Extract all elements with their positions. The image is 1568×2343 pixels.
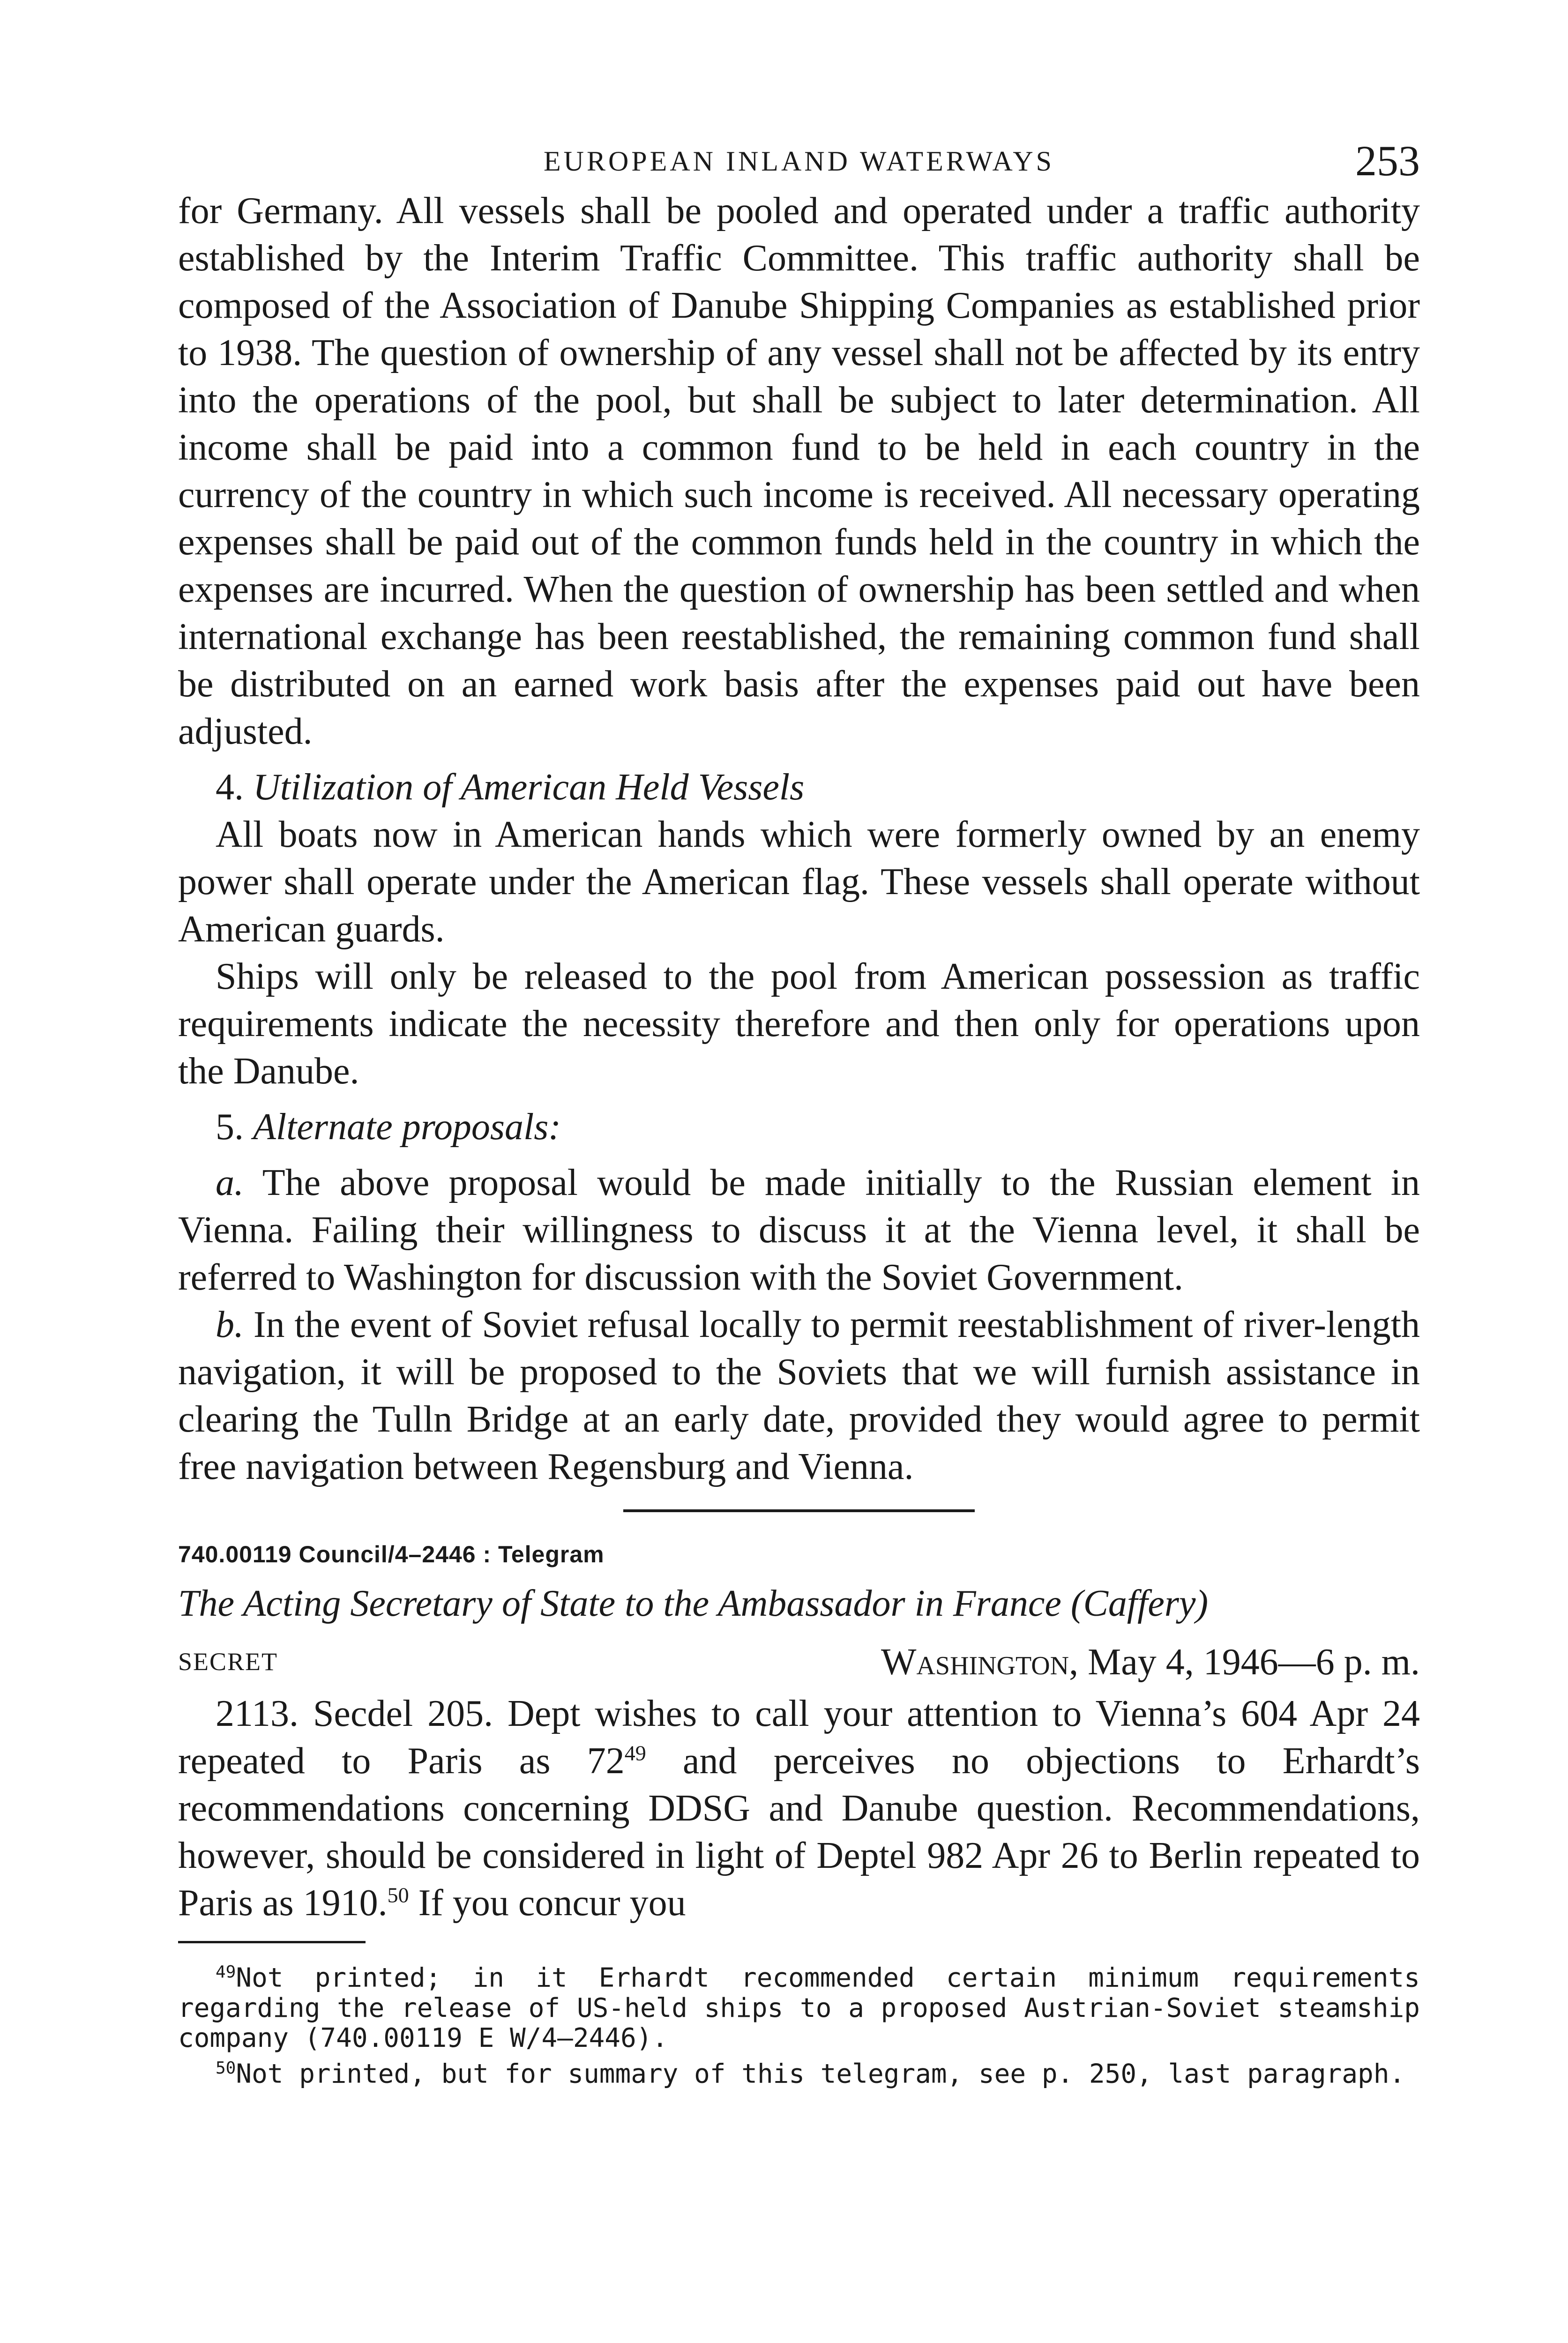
item-a-label: a. (216, 1162, 244, 1203)
item-a (178, 1159, 1420, 1301)
footnote-text: Not printed; in it Erhardt recommended certain minimum requirements regarding the release of US-held ships to a proposed Austrian-Soviet steamship company (740.00119 E W/4–2446). (178, 1962, 1420, 2053)
place-date (881, 1639, 1420, 1686)
footnote-rule (178, 1941, 366, 1943)
telegram-text-part2: and perceives no objections to Erhardt’s recommendations concerning DDSG and Danube question. Recommendations, however, should be considered in light of Deptel 982 Apr 26 to Berlin repeated to Paris as 1910. (178, 1740, 1420, 1924)
item-b-label: b. (216, 1304, 244, 1345)
item-a-text: The above proposal would be made initially to the Russian element in Vienna. Failing their willingness to discuss it at the Vienna level, it shall be referred to Washington for discussion with the Soviet Government. (178, 1162, 1420, 1298)
paragraph-ship-release: Ships will only be released to the pool from American possession as traffic requirements indicate the necessity therefore and then only for operations upon the Danube. (178, 956, 1420, 1092)
section-4-heading (178, 764, 1420, 811)
telegram-text (178, 1690, 1420, 1927)
paragraph-pooling: for Germany. All vessels shall be pooled and operated under a traffic authority established by the Interim Traffic Committee. This traffic authority shall be composed of the Association of Danube Shipping Companies as established prior to 1938. The question of ownership of any vessel shall not be affected by its entry into the operations of the pool, but shall be subject to later determination. All income shall be paid into a common fund to be held in each country in the currency of the country in which such income is received. All necessary operating expenses shall be paid out of the common funds held in the country in which the expenses are incurred. When the question of ownership has been settled and when international exchange has been reestablished, the remaining common fund shall be distributed on an earned work basis after the expenses paid out have been adjusted. (178, 190, 1420, 752)
section-5-title: Alternate proposals: (253, 1106, 561, 1148)
running-title: EUROPEAN INLAND WATERWAYS (543, 146, 1055, 177)
item-b (178, 1301, 1420, 1491)
section-4-number: 4. (216, 767, 244, 808)
item-b-text: In the event of Soviet refusal locally to permit reestablishment of river-length navigation, it will be proposed to the Soviets that we will furnish assistance in clearing the Tulln Bridge at an early date, provided they would agree to permit free navigation between Regensburg and Vienna. (178, 1304, 1420, 1487)
document-title: The Acting Secretary of State to the Ambassador in France (Caffery) (178, 1583, 1209, 1624)
file-reference: 740.00119 Council/4–2446 : Telegram (178, 1541, 605, 1567)
page (178, 136, 1420, 2089)
footnote-number: 50 (216, 2058, 236, 2078)
footnote-ref-50: 50 (387, 1883, 409, 1907)
page-number: 253 (1355, 137, 1420, 185)
running-head (178, 136, 1420, 187)
classification: SECRET (178, 1648, 278, 1676)
section-5-heading (178, 1104, 1420, 1151)
telegram-text-part1: 2113. Secdel 205. Dept wishes to call your attention to Vienna’s 604 Apr 24 repeated to Paris as 72 (178, 1693, 1420, 1782)
footnote-number: 49 (216, 1962, 236, 1982)
footnote-50 (178, 2053, 1420, 2089)
footnote-text: Not printed, but for summary of this telegram, see p. 250, last paragraph. (236, 2059, 1405, 2089)
section-4-title: Utilization of American Held Vessels (253, 767, 805, 808)
paragraph-american-boats: All boats now in American hands which were formerly owned by an enemy power shall operate under the American flag. These vessels shall operate without American guards. (178, 814, 1420, 950)
date: May 4, 1946—6 p. m. (1088, 1642, 1420, 1683)
dateline (178, 1639, 1420, 1690)
telegram-text-part3: If you concur you (418, 1882, 686, 1924)
place: Washington, (881, 1642, 1079, 1683)
section-5-number: 5. (216, 1106, 244, 1148)
footnote-49 (178, 1957, 1420, 2053)
footnote-ref-49: 49 (624, 1741, 646, 1765)
section-divider (623, 1509, 975, 1512)
